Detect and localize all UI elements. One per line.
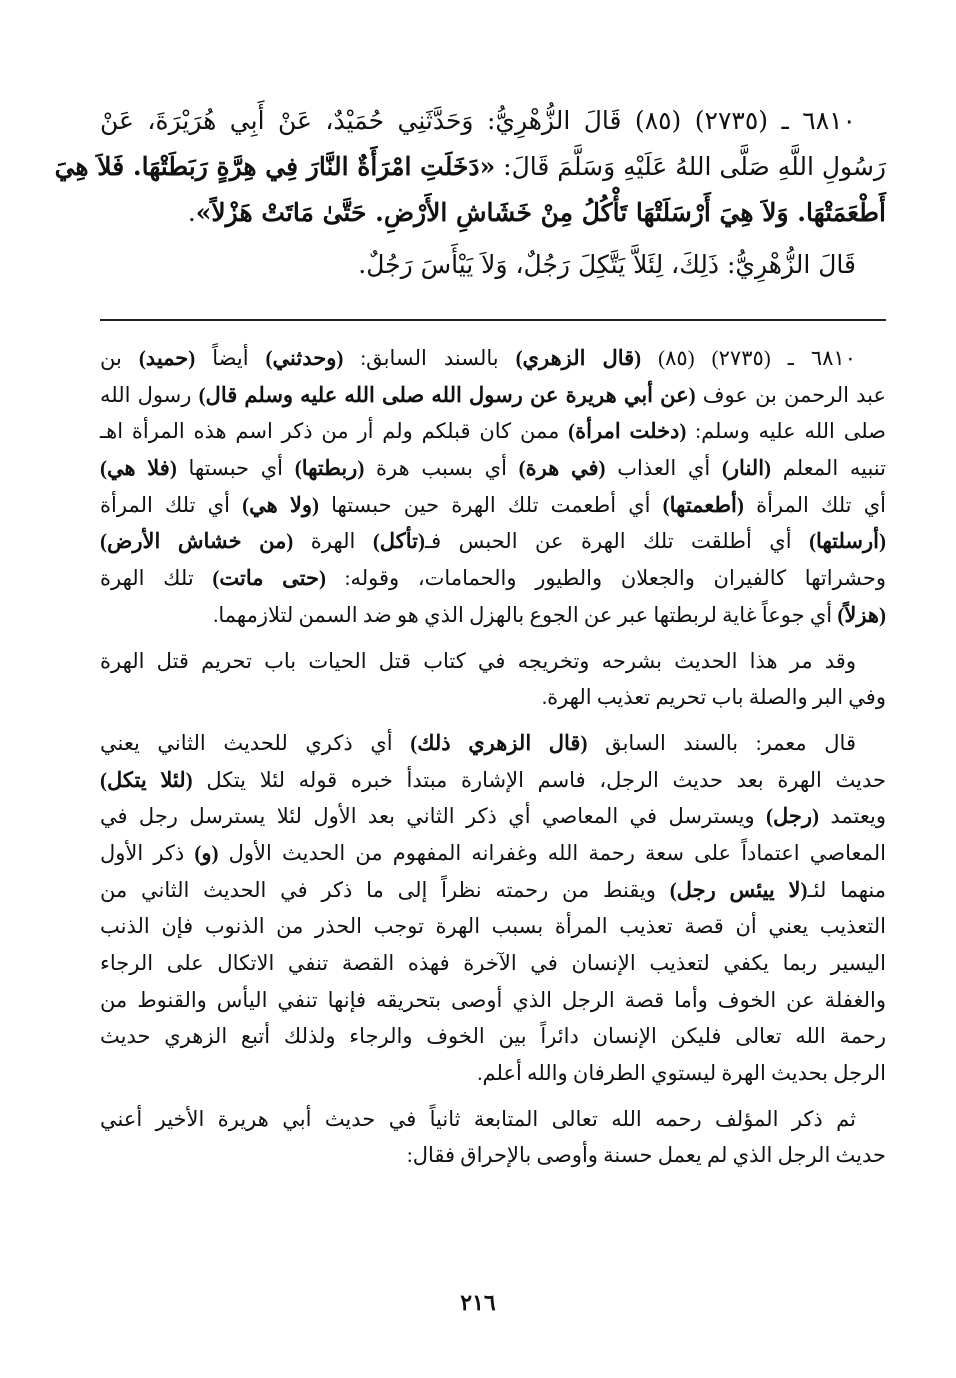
text-line <box>100 450 886 487</box>
text-segment: وحشراتها كالفيران والجعلان والطيور والحمامات، وقوله: <box>325 566 887 591</box>
text-segment: أيضاً <box>195 346 266 370</box>
text-line <box>100 643 886 680</box>
text-line <box>100 242 886 288</box>
bold-quote: (و) <box>194 840 219 865</box>
text-segment: قال معمر: بالسند السابق <box>587 730 856 755</box>
bold-quote: (عن أبي هريرة عن رسول الله صلى الله عليه وسلم قال) <box>198 382 696 407</box>
text-line <box>100 413 886 450</box>
text-line <box>100 560 886 597</box>
bold-quote: (وحدثني) <box>265 346 344 370</box>
text-segment: عبد الرحمن بن عوف <box>695 382 886 407</box>
text-line <box>100 523 886 560</box>
text-line <box>100 945 886 982</box>
text-segment: وقد مر هذا الحديث بشرحه وتخريجه في كتاب قتل الحيات باب تحريم قتل الهرة <box>100 648 856 673</box>
text-segment: التعذيب يعني أن قصة تعذيب المرأة بسبب الهرة توجب الحذر من الذنوب فإن الذنب <box>100 914 886 939</box>
hadith-text <box>54 98 886 288</box>
commentary-paragraph <box>100 725 886 1092</box>
text-line <box>100 982 886 1019</box>
text-line <box>100 798 886 835</box>
bold-quote: (قال الزهري) <box>515 346 642 370</box>
text-segment: منهما لئـ <box>807 877 886 902</box>
text-segment: أي أطعمت تلك الهرة حين حبستها <box>318 492 663 517</box>
text-line <box>100 340 886 377</box>
bold-quote: (هزلاً) <box>837 602 886 627</box>
bold-quote: (دخلت امرأة) <box>568 419 687 444</box>
text-segment: أي تلك المرأة <box>100 492 243 517</box>
text-line <box>100 1018 886 1055</box>
text-segment: أي أطلقت تلك الهرة عن الحبس فـ <box>424 529 810 554</box>
bold-quote: (أرسلتها) <box>809 529 886 554</box>
bold-quote: (أطعمتها) <box>662 492 744 517</box>
page-number: ٢١٦ <box>460 1290 496 1316</box>
text-segment: ذكر الأول <box>100 840 195 865</box>
text-segment: ويقنط من رحمته نظراً إلى ما ذكر في الحديث الثاني من <box>100 877 670 902</box>
text-line <box>100 908 886 945</box>
bold-quote: (من خشاش الأرض) <box>100 529 294 554</box>
text-line <box>100 872 886 909</box>
bold-quote: (ربطتها) <box>294 456 365 481</box>
bold-quote: (في هرة) <box>518 456 606 481</box>
text-segment: ثم ذكر المؤلف رحمه الله تعالى المتابعة ثانياً في حديث أبي هريرة الأخير أعني <box>100 1106 856 1131</box>
text-segment: بن <box>100 346 139 370</box>
text-line <box>100 377 886 414</box>
text-segment: تنبيه المعلم <box>771 456 886 481</box>
text-segment: . <box>187 198 196 227</box>
bold-quote: «دَخَلَتِ امْرَأَةٌ النَّارَ فِي هِرَّةٍ رَبَطَتْهَا. فَلاَ هِيَ <box>54 152 496 181</box>
text-segment: أي بسبب هرة <box>364 456 519 481</box>
text-line <box>100 1055 886 1092</box>
text-line <box>100 487 886 524</box>
commentary-text <box>100 340 886 1183</box>
text-segment: صلى الله عليه وسلم: <box>686 419 887 444</box>
bold-quote: (لئلا يتكل) <box>100 767 193 792</box>
text-line <box>100 1137 886 1174</box>
text-segment: المعاصي اعتماداً على سعة رحمة الله وغفرانه المفهوم من الحديث الأول <box>218 840 886 865</box>
bold-quote: (لا ييئس رجل) <box>669 877 808 902</box>
text-line <box>54 144 886 190</box>
text-segment: ويعتمد <box>819 804 886 829</box>
bold-quote: (حتى ماتت) <box>212 566 326 591</box>
text-line <box>100 190 886 236</box>
bold-quote: (النار) <box>721 456 772 481</box>
commentary-paragraph <box>100 1101 886 1174</box>
text-segment: ممن كان قبلكم ولم أر من ذكر اسم هذه المرأة اهـ <box>100 419 569 444</box>
bold-quote: (حميد) <box>138 346 196 370</box>
text-line <box>100 597 886 634</box>
text-segment: رحمة الله تعالى فليكن الإنسان دائراً بين الخوف والرجاء ولذلك أتبع الزهري حديث <box>100 1024 886 1049</box>
footnote-divider <box>100 319 886 321</box>
commentary-paragraph <box>100 340 886 634</box>
text-segment: رَسُولِ اللَّهِ صَلَّى اللهُ عَلَيْهِ وَسَلَّمَ قَالَ: <box>495 152 886 181</box>
text-segment: رسول الله <box>100 382 199 407</box>
text-line <box>100 835 886 872</box>
text-segment: أي تلك المرأة <box>743 492 886 517</box>
text-segment: ويسترسل في المعاصي أي ذكر الثاني بعد الأول لئلا يسترسل رجل في <box>100 804 766 829</box>
text-segment: أي جوعاً غاية لربطتها عبر عن الجوع بالهزل الذي هو ضد السمن لتلازمهما. <box>213 602 838 627</box>
text-segment: أي حبستها <box>176 456 295 481</box>
text-line <box>100 98 886 144</box>
text-segment: أي العذاب <box>605 456 722 481</box>
text-line <box>100 725 886 762</box>
text-line <box>100 762 886 799</box>
commentary-paragraph <box>100 643 886 716</box>
text-segment: ٦٨١٠ ـ (٢٧٣٥) (٨٥) <box>641 346 856 370</box>
text-line <box>100 1101 886 1138</box>
bold-quote: (فلا هي) <box>100 456 177 481</box>
text-segment: الهرة <box>293 529 373 554</box>
text-segment: اليسير ربما يكفي لتعذيب الإنسان في الآخرة فهذه القصة تنفي الاتكال على الرجاء <box>100 951 886 975</box>
bold-quote: (ولا هي) <box>242 492 319 517</box>
bold-quote: أَطْعَمَتْهَا. وَلاَ هِيَ أَرْسَلَتْهَا تَأْكُلُ مِنْ خَشَاشِ الأَرْضِ. حَتَّىٰ مَاتَتْ هَزْلاً» <box>195 198 886 227</box>
text-segment: قَالَ الزُّهْرِيُّ: ذَلِكَ، لِئَلاَّ يَتَّكِلَ رَجُلٌ، وَلاَ يَيْأَسَ رَجُلٌ. <box>358 250 856 279</box>
bold-quote: (رجل) <box>765 804 819 829</box>
bold-quote: (تأكل) <box>372 529 425 554</box>
text-segment: والغفلة عن الخوف وأما قصة الرجل الذي أوصى بتحريقه فإنها تنفي اليأس والقنوط من <box>100 987 886 1012</box>
text-segment: وفي البر والصلة باب تحريم تعذيب الهرة. <box>541 685 886 710</box>
text-segment: حديث الهرة بعد حديث الرجل، فاسم الإشارة مبتدأ خبره قوله لئلا يتكل <box>192 767 887 792</box>
text-segment: الرجل بحديث الهرة ليستوي الطرفان والله أعلم. <box>477 1061 886 1086</box>
text-segment: أي ذكري للحديث الثاني يعني <box>100 730 411 755</box>
text-segment: حديث الرجل الذي لم يعمل حسنة وأوصى بالإحراق فقال: <box>406 1143 886 1168</box>
bold-quote: (قال الزهري ذلك) <box>410 730 588 755</box>
text-line <box>100 679 886 716</box>
text-segment: ٦٨١٠ ـ (٢٧٣٥) (٨٥) قَالَ الزُّهْرِيُّ: وَحَدَّثَنِي حُمَيْدٌ، عَنْ أَبِي هُرَيْرَةَ، عَنْ <box>100 106 856 135</box>
text-segment: بالسند السابق: <box>343 346 516 370</box>
text-segment: تلك الهرة <box>100 566 213 591</box>
